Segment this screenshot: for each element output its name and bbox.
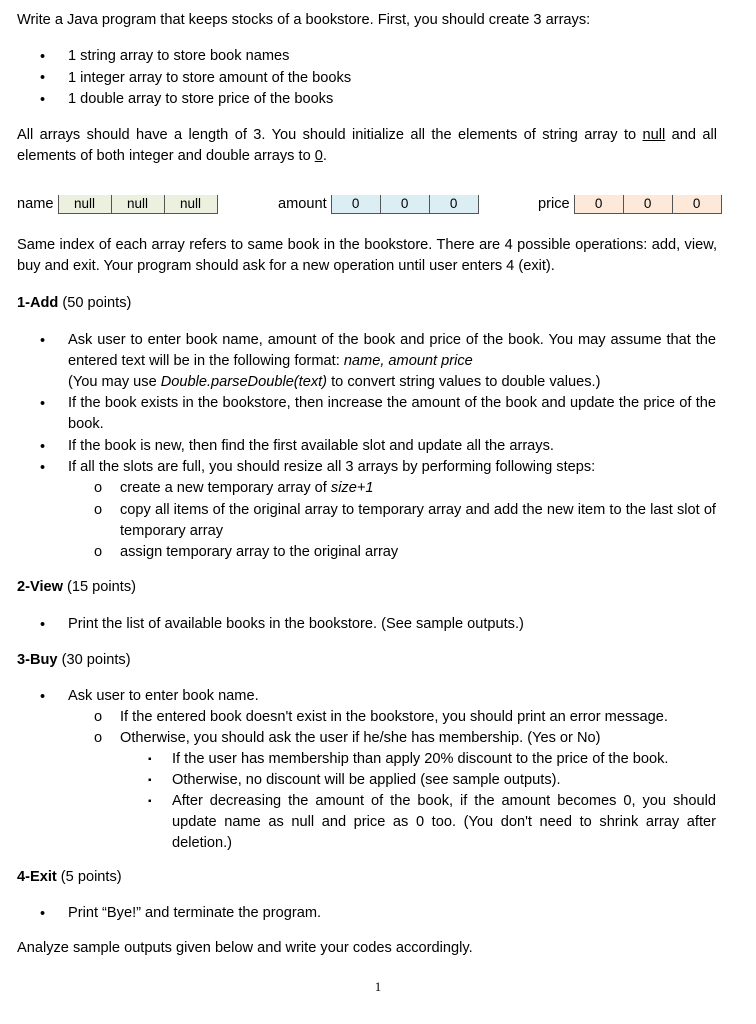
bullet-icon: •	[40, 617, 46, 633]
array-cell: null	[58, 195, 111, 214]
list-item: If all the slots are full, you should resize all 3 arrays by performing following steps:	[68, 459, 596, 475]
array-cell: 0	[429, 195, 479, 214]
text: name, amount price	[343, 353, 473, 369]
view-heading	[17, 577, 717, 598]
square-bullet-icon: ▪	[148, 775, 152, 786]
price-array	[538, 194, 722, 215]
operations-paragraph: Same index of each array refers to same book in the bookstore. There are 4 possible operations: add, view, buy and exit. Your program should ask for a new operation until user enters 4 (exit).	[17, 237, 717, 274]
amount-array	[278, 194, 479, 215]
name-array	[17, 194, 218, 215]
circle-bullet-icon: o	[94, 502, 103, 518]
text: null	[642, 127, 666, 143]
circle-bullet-icon: o	[94, 709, 103, 725]
page-number: 1	[374, 979, 382, 994]
heading-title: 2-View	[17, 579, 63, 595]
heading-points: (30 points)	[57, 652, 131, 668]
list-item: After decreasing the amount of the book, if the amount becomes 0, you should update name as null and price as 0 too. (You don't need to shrink array after deletion.)	[172, 793, 716, 851]
square-bullet-icon: ▪	[148, 796, 152, 807]
bullet-icon: •	[40, 439, 46, 455]
text: (You may use	[68, 374, 161, 390]
bullet-icon: •	[40, 333, 46, 349]
list-item: 1 double array to store price of the books	[68, 91, 334, 107]
array-label: amount	[278, 196, 327, 212]
list-item: Ask user to enter book name.	[68, 688, 259, 704]
array-label: price	[538, 196, 570, 212]
list-item	[68, 330, 716, 393]
bullet-icon: •	[40, 396, 46, 412]
bullet-icon: •	[40, 460, 46, 476]
array-cell: 0	[380, 195, 429, 214]
list-item: Print the list of available books in the bookstore. (See sample outputs.)	[68, 616, 524, 632]
bullet-icon: •	[40, 49, 46, 65]
intro-text: Write a Java program that keeps stocks of a bookstore. First, you should create 3 arrays:	[17, 12, 591, 28]
list-item: Otherwise, no discount will be applied (see sample outputs).	[172, 772, 561, 788]
heading-points: (15 points)	[62, 579, 136, 595]
exit-heading	[17, 867, 717, 888]
heading-points: (5 points)	[56, 869, 122, 885]
text: Ask user to enter book name, amount of the book and price of the book. You may assume that the entered text will be in the following format:	[68, 332, 716, 369]
list-item: If the user has membership than apply 20% discount to the price of the book.	[172, 751, 669, 767]
array-cell: 0	[574, 195, 623, 214]
array-cell: null	[164, 195, 218, 214]
circle-bullet-icon: o	[94, 544, 103, 560]
list-item: assign temporary array to the original array	[120, 544, 399, 560]
circle-bullet-icon: o	[94, 730, 103, 746]
circle-bullet-icon: o	[94, 480, 103, 496]
array-cell: 0	[623, 195, 672, 214]
text: All arrays should have a length of 3. You should initialize all the elements of string array to	[17, 127, 643, 143]
text: .	[322, 148, 327, 164]
list-item: 1 string array to store book names	[68, 48, 290, 64]
heading-title: 1-Add	[17, 295, 59, 311]
bullet-icon: •	[40, 70, 46, 86]
array-cell: 0	[672, 195, 722, 214]
bullet-icon: •	[40, 906, 46, 922]
heading-title: 3-Buy	[17, 652, 58, 668]
text: size+1	[330, 480, 374, 496]
list-item: If the entered book doesn't exist in the bookstore, you should print an error message.	[120, 709, 668, 725]
bullet-icon: •	[40, 92, 46, 108]
final-paragraph: Analyze sample outputs given below and write your codes accordingly.	[17, 940, 473, 956]
list-item: 1 integer array to store amount of the books	[68, 70, 352, 86]
list-item: copy all items of the original array to temporary array and add the new item to the last slot of temporary array	[120, 502, 716, 539]
square-bullet-icon: ▪	[148, 754, 152, 765]
list-item: Otherwise, you should ask the user if he/she has membership. (Yes or No)	[120, 730, 601, 746]
list-item	[120, 478, 716, 499]
array-cell: 0	[331, 195, 380, 214]
heading-points: (50 points)	[58, 295, 132, 311]
text: create a new temporary array of	[120, 480, 331, 496]
heading-title: 4-Exit	[17, 869, 57, 885]
list-item: Print “Bye!” and terminate the program.	[68, 905, 322, 921]
init-paragraph	[17, 125, 717, 167]
text: 0	[314, 148, 323, 164]
text: Double.parseDouble(text)	[160, 374, 328, 390]
list-item: If the book exists in the bookstore, then increase the amount of the book and update the price of the book.	[68, 395, 716, 432]
buy-heading	[17, 650, 717, 671]
text: and all elements of both integer and double arrays to	[17, 127, 718, 164]
bullet-icon: •	[40, 689, 46, 705]
add-heading	[17, 293, 717, 314]
array-label: name	[17, 196, 54, 212]
array-cell: null	[111, 195, 164, 214]
list-item: If the book is new, then find the first available slot and update all the arrays.	[68, 438, 554, 454]
text: to convert string values to double values.)	[327, 374, 601, 390]
